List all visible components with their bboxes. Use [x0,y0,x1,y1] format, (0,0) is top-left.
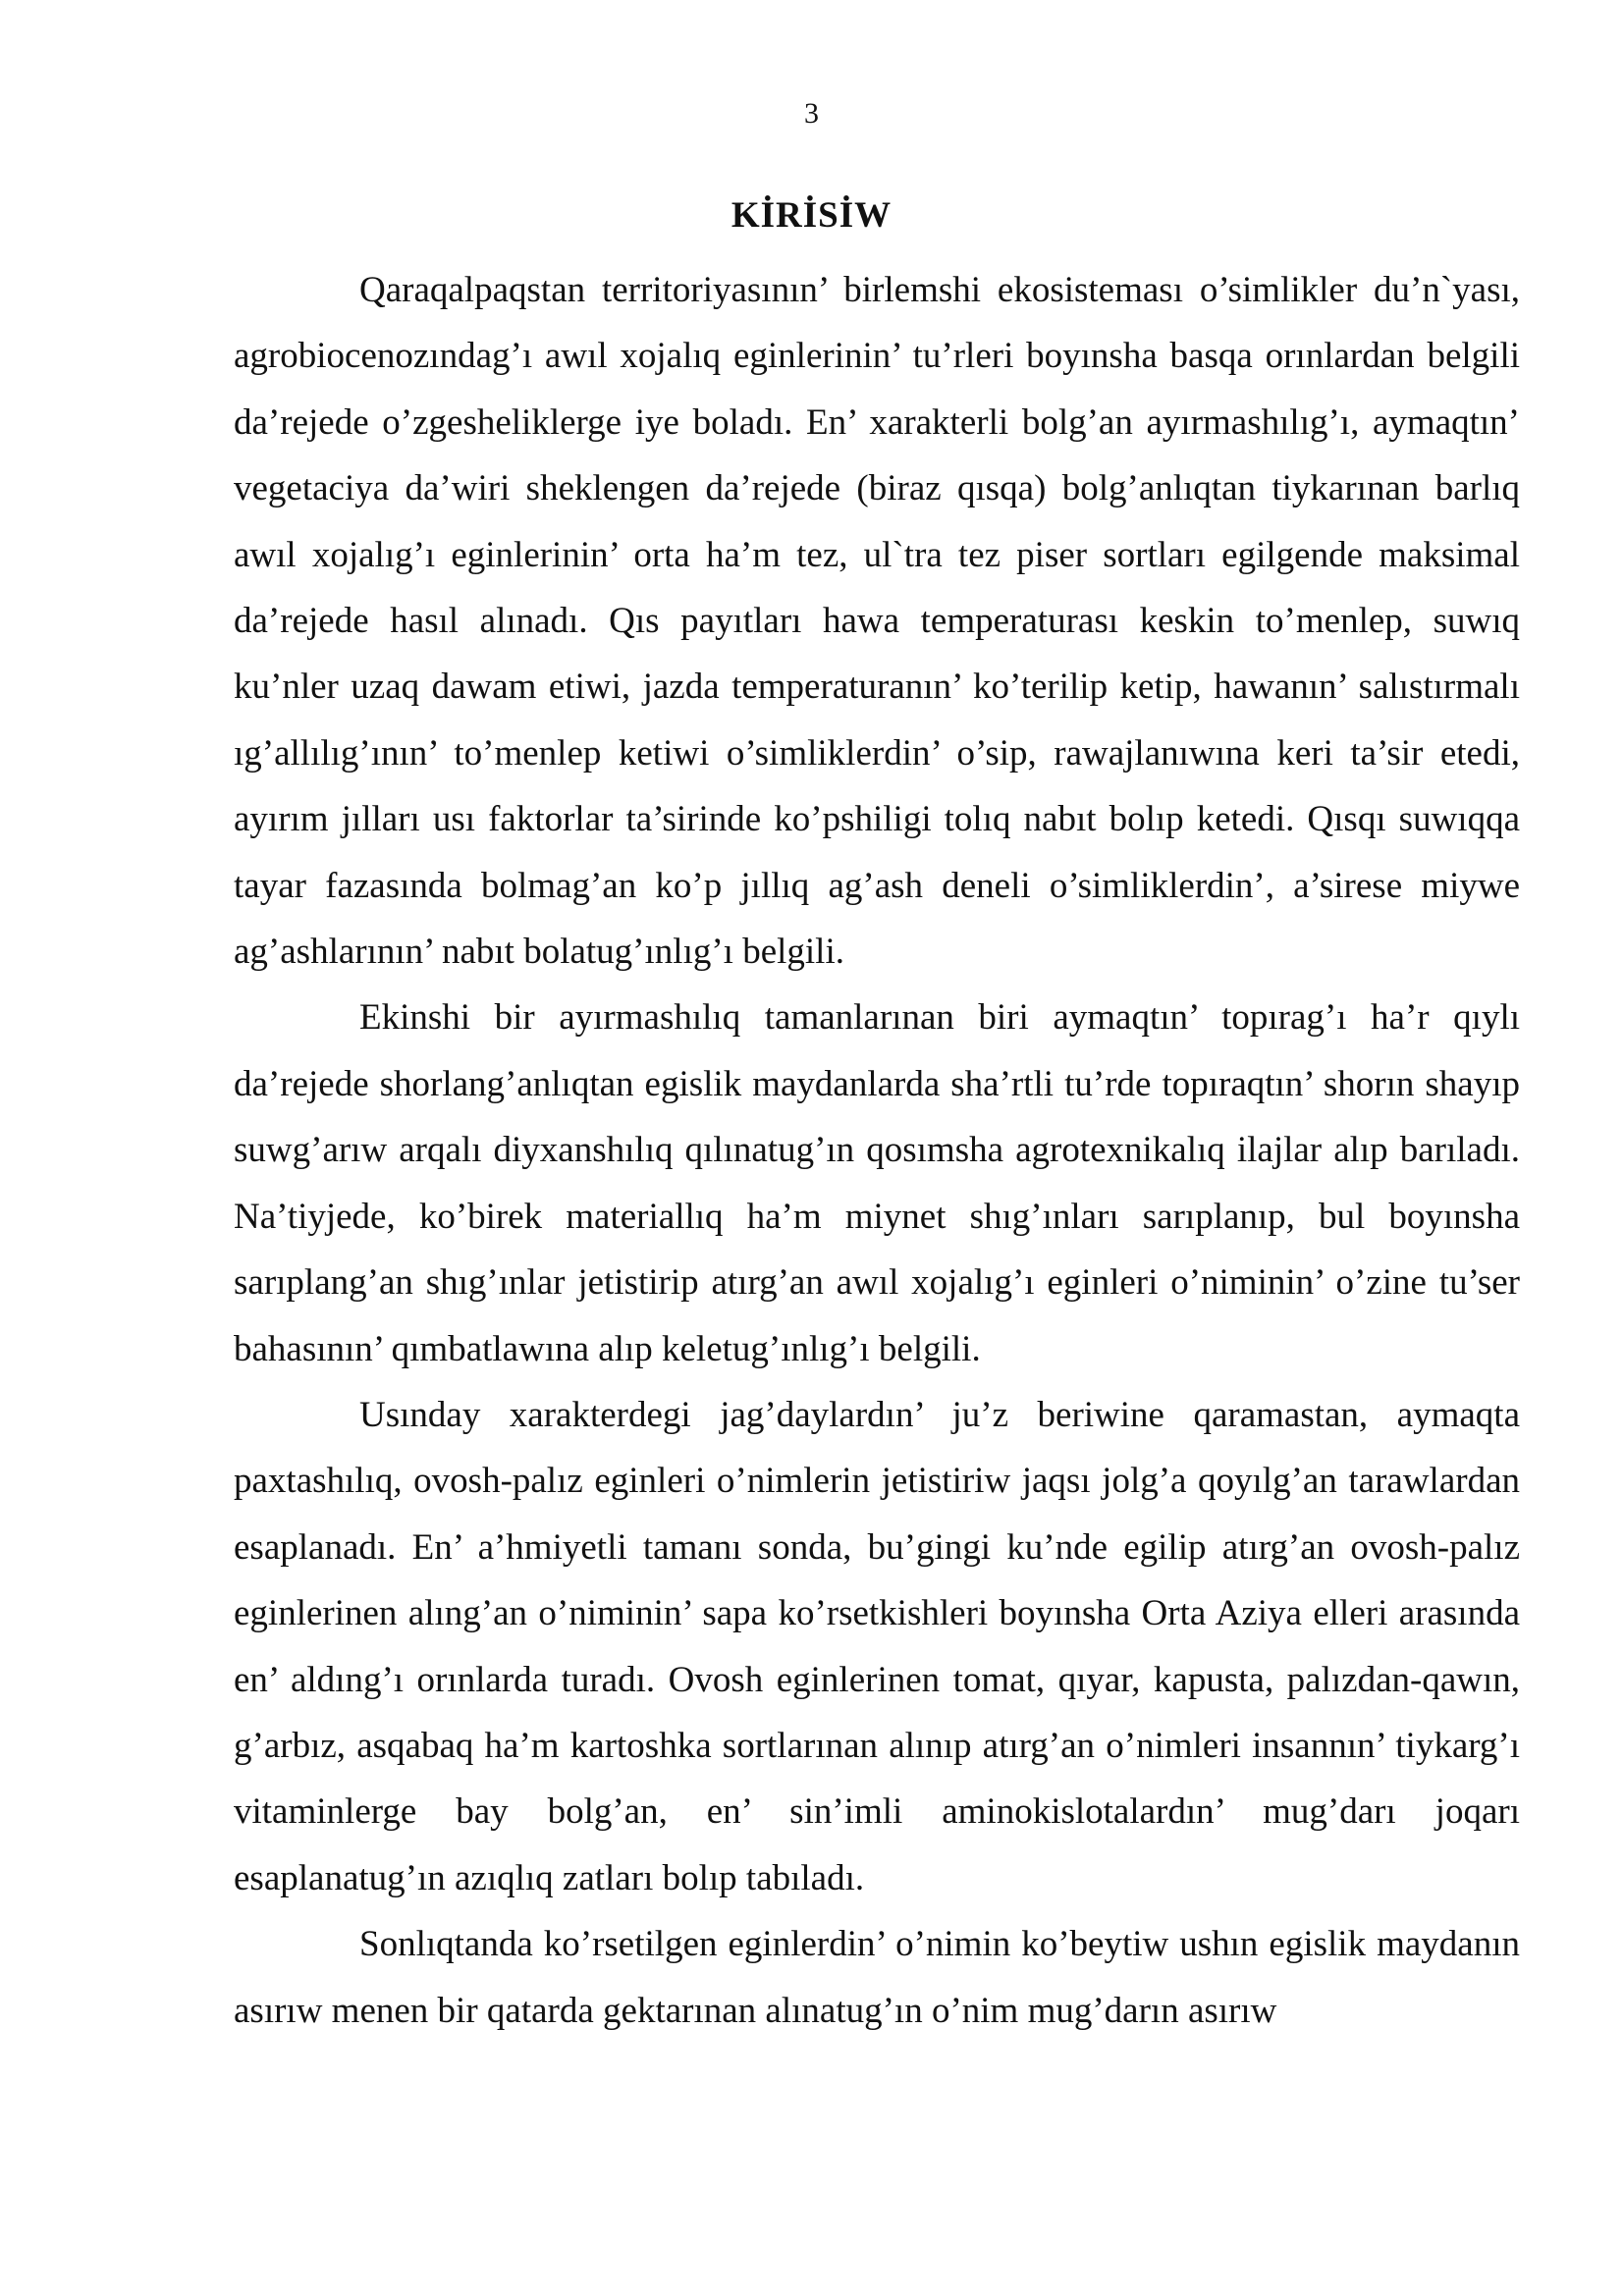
paragraph-2: Ekinshi bir ayırmashılıq tamanlarınan biri aymaqtın’ topırag’ı ha’r qıylı da’rejede shorlang’anlıqtan egislik maydanlarda sha’rtli tu’rde topıraqtın’ shorın shayıp suwg’arıw arqalı diyxanshılıq qılınatug’ın qosımsha agrotexnikalıq ilajlar alıp barıladı. Na’tiyjede, ko’birek materiallıq ha’m miynet shıg’ınları sarıplanıp, bul boyınsha sarıplang’an shıg’ınlar jetistirip atırg’an awıl xojalıg’ı eginleri o’niminin’ o’zine tu’ser bahasının’ qımbatlawına alıp keletug’ınlıg’ı belgili. [234,997,1520,1369]
document-body [234,257,1520,2044]
paragraph-4: Sonlıqtanda ko’rsetilgen eginlerdin’ o’nimin ko’beytiw ushın egislik maydanın asırıw menen bir qatarda gektarınan alınatug’ın o’nim mug’darın asırıw [234,1924,1520,2031]
paragraph-1: Qaraqalpaqstan territoriyasının’ birlemshi ekosisteması o’simlikler du’n`yası, agrobiocenozındag’ı awıl xojalıq eginlerinin’ tu’rleri boyınsha basqa orınlardan belgili da’rejede o’zgesheliklerge iye boladı. En’ xarakterli bolg’an ayırmashılıg’ı, aymaqtın’ vegetaciya da’wiri sheklengen da’rejede (biraz qısqa) bolg’anlıqtan tiykarınan barlıq awıl xojalıg’ı eginlerinin’ orta ha’m tez, ul`tra tez piser sortları egilgende maksimal da’rejede hasıl alınadı. Qıs payıtları hawa temperaturası keskin to’menlep, suwıq ku’nler uzaq dawam etiwi, jazda temperaturanın’ ko’terilip ketip, hawanın’ salıstırmalı ıg’allılıg’ının’ to’menlep ketiwi o’simliklerdin’ o’sip, rawajlanıwına keri ta’sir etedi, ayırım jılları usı faktorlar ta’sirinde ko’pshiligi tolıq nabıt bolıp ketedi. Qısqı suwıqqa tayar fazasında bolmag’an ko’p jıllıq ag’ash deneli o’simliklerdin’, a’sirese miywe ag’ashlarının’ nabıt bolatug’ınlıg’ı belgili. [234,270,1520,973]
section-title: KİRİSİW [730,195,893,236]
page-number: 3 [804,97,819,130]
paragraph-3: Usınday xarakterdegi jag’daylardın’ ju’z beriwine qaramastan, aymaqta paxtashılıq, ovosh-palız eginleri o’nimlerin jetistiriw jaqsı jolg’a qoyılg’an tarawlardan esaplanadı. En’ a’hmiyetli tamanı sonda, bu’gingi ku’nde egilip atırg’an ovosh-palız eginlerinen alıng’an o’niminin’ sapa ko’rsetkishleri boyınsha Orta Aziya elleri arasında en’ aldıng’ı orınlarda turadı. Ovosh eginlerinen tomat, qıyar, kapusta, palızdan-qawın, g’arbız, asqabaq ha’m kartoshka sortlarınan alınıp atırg’an o’nimleri insannın’ tiykarg’ı vitaminlerge bay bolg’an, en’ sin’imli aminokislotalardın’ mug’darı joqarı esaplanatug’ın azıqlıq zatları bolıp tabıladı. [234,1394,1520,1898]
